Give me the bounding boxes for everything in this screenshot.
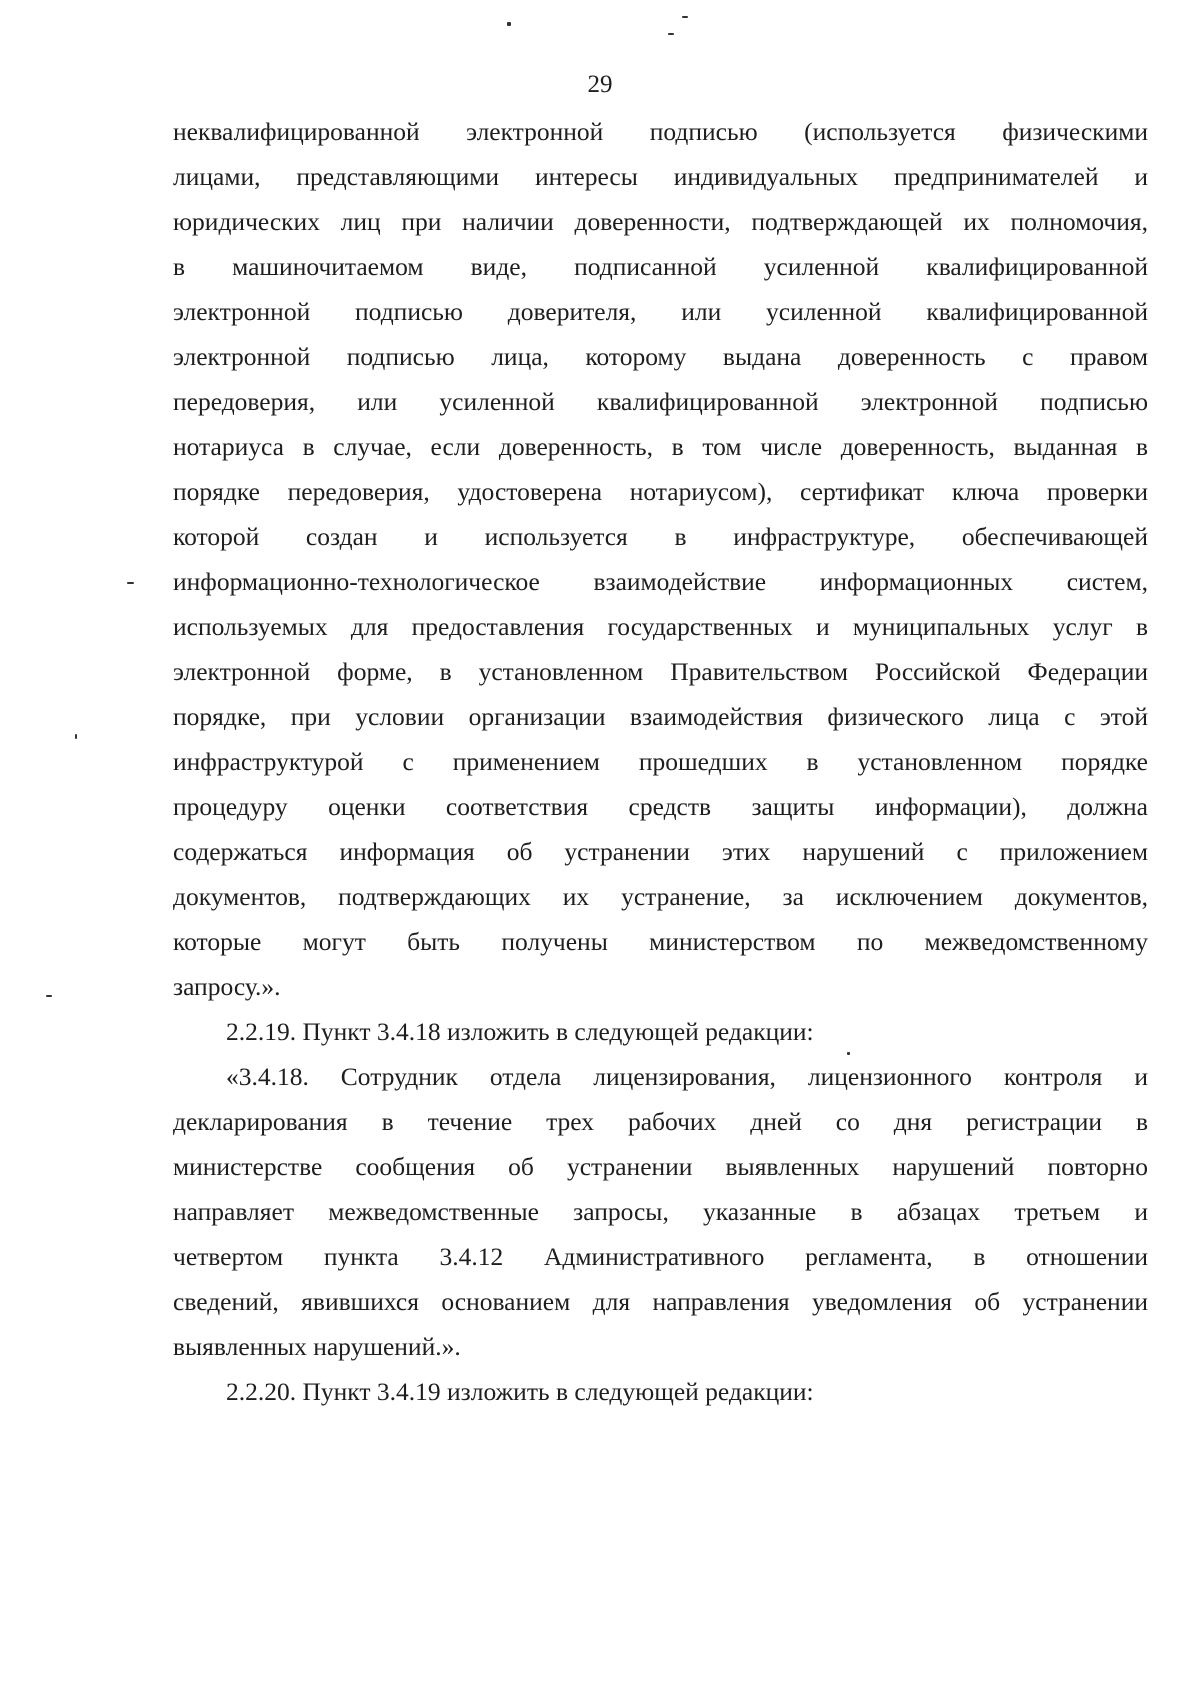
text-line: «3.4.18. Сотрудник отдела лицензирования, лицензионного контроля и — [226, 1062, 1148, 1091]
text-line: 2.2.19. Пункт 3.4.18 изложить в следующей редакции: — [226, 1017, 814, 1046]
scan-speck — [682, 16, 688, 18]
scan-speck — [507, 22, 511, 26]
text-line: которые могут быть получены министерством по межведомственному — [173, 927, 1148, 956]
text-line: документов, подтверждающих их устранение, за исключением документов, — [173, 882, 1148, 911]
text-line: декларирования в течение трех рабочих дней со дня регистрации в — [173, 1107, 1148, 1136]
text-line: процедуру оценки соответствия средств защиты информации), должна — [173, 792, 1148, 821]
text-line: используемых для предоставления государственных и муниципальных услуг в — [173, 612, 1148, 641]
text-line: содержаться информация об устранении этих нарушений с приложением — [173, 837, 1148, 866]
text-line: выявленных нарушений.». — [173, 1332, 461, 1361]
scan-speck — [46, 995, 52, 997]
text-line: сведений, явившихся основанием для направления уведомления об устранении — [173, 1287, 1148, 1316]
text-line: направляет межведомственные запросы, указанные в абзацах третьем и — [173, 1197, 1148, 1226]
text-line: четвертом пункта 3.4.12 Административного регламента, в отношении — [173, 1242, 1148, 1271]
text-line: порядке, при условии организации взаимодействия физического лица с этой — [173, 702, 1148, 731]
text-line: 2.2.20. Пункт 3.4.19 изложить в следующей редакции: — [226, 1377, 814, 1406]
text-line: электронной подписью лица, которому выдана доверенность с правом — [173, 342, 1148, 371]
text-line: которой создан и используется в инфраструктуре, обеспечивающей — [173, 522, 1148, 551]
text-line: электронной подписью доверителя, или усиленной квалифицированной — [173, 297, 1148, 326]
text-line: передоверия, или усиленной квалифицированной электронной подписью — [173, 387, 1148, 416]
text-line: запросу.». — [173, 972, 281, 1001]
scan-speck — [75, 734, 77, 739]
scan-speck — [127, 582, 134, 584]
text-line: в машиночитаемом виде, подписанной усиленной квалифицированной — [173, 252, 1148, 281]
page-number: 29 — [587, 71, 613, 98]
text-line: лицами, представляющими интересы индивидуальных предпринимателей и — [173, 162, 1148, 191]
text-line: неквалифицированной электронной подписью (используется физическими — [173, 117, 1148, 146]
text-line: юридических лиц при наличии доверенности, подтверждающей их полномочия, — [173, 207, 1148, 236]
text-line: нотариуса в случае, если доверенность, в том числе доверенность, выданная в — [173, 432, 1148, 461]
scan-speck — [668, 33, 674, 35]
text-line: министерстве сообщения об устранении выявленных нарушений повторно — [173, 1152, 1148, 1181]
text-line: информационно-технологическое взаимодействие информационных систем, — [173, 567, 1148, 596]
text-line: порядке передоверия, удостоверена нотариусом), сертификат ключа проверки — [173, 477, 1148, 506]
text-line: электронной форме, в установленном Правительством Российской Федерации — [173, 657, 1148, 686]
scan-speck — [847, 1052, 850, 1055]
text-line: инфраструктурой с применением прошедших в установленном порядке — [173, 747, 1148, 776]
